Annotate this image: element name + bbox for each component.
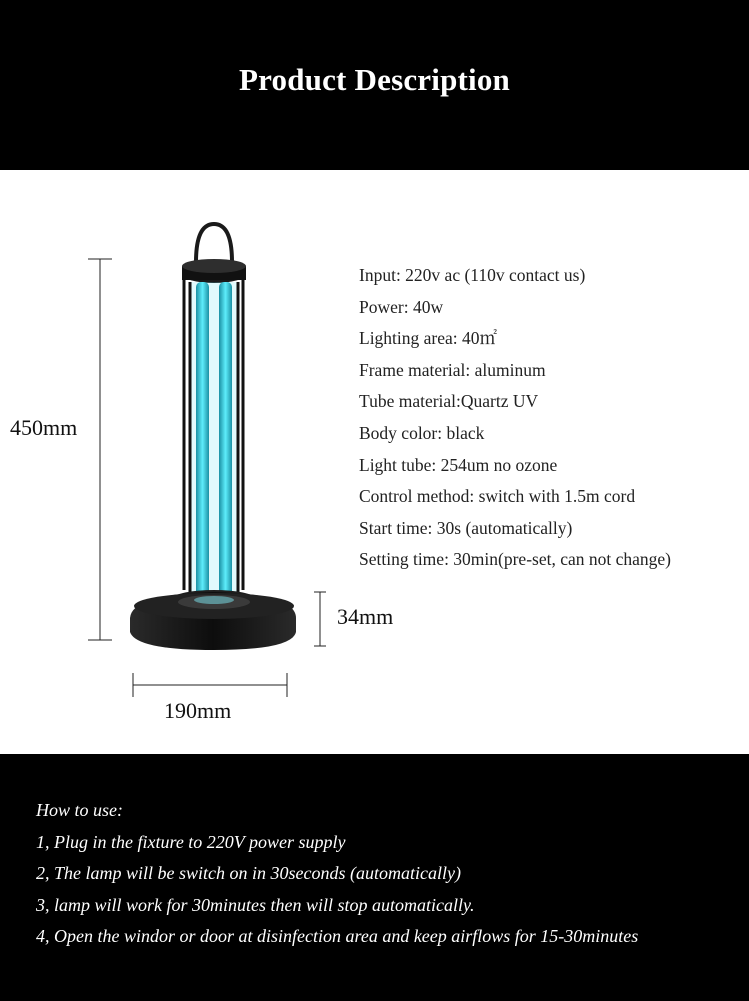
spec-body-color: Body color: black bbox=[359, 422, 485, 443]
spec-frame-material: Frame material: aluminum bbox=[359, 359, 546, 380]
product-section bbox=[0, 170, 749, 754]
how-to-step-2: 2, The lamp will be switch on in 30seconds (automatically) bbox=[36, 863, 461, 884]
width-label: 190mm bbox=[164, 698, 232, 723]
how-to-step-3: 3, lamp will work for 30minutes then will stop automatically. bbox=[36, 894, 475, 915]
spec-power: Power: 40w bbox=[359, 296, 444, 317]
how-to-use-title: How to use: bbox=[36, 800, 123, 820]
spec-list bbox=[359, 264, 671, 580]
spec-control-method: Control method: switch with 1.5m cord bbox=[359, 486, 636, 507]
height-label: 450mm bbox=[10, 415, 78, 440]
spec-start-time: Start time: 30s (automatically) bbox=[359, 517, 573, 538]
spec-lighting-area: Lighting area: 40㎡ bbox=[359, 328, 498, 349]
base-height-label: 34mm bbox=[337, 604, 394, 629]
width-dimension-line bbox=[133, 673, 287, 697]
how-to-step-4: 4, Open the windor or door at disinfection area and keep airflows for 15-30minutes bbox=[36, 926, 639, 947]
spec-light-tube: Light tube: 254um no ozone bbox=[359, 454, 558, 475]
lamp-handle bbox=[196, 224, 232, 262]
spec-input: Input: 220v ac (110v contact us) bbox=[359, 265, 586, 285]
spec-setting-time: Setting time: 30min(pre-set, can not change) bbox=[359, 549, 671, 570]
how-to-use-list bbox=[36, 798, 638, 956]
how-to-use-section bbox=[0, 754, 749, 1001]
height-dimension-line bbox=[88, 259, 112, 640]
base-height-dimension-line bbox=[314, 592, 326, 646]
uv-tubes bbox=[190, 282, 238, 600]
how-to-step-1: 1, Plug in the fixture to 220V power supply bbox=[36, 831, 346, 852]
lamp-base bbox=[130, 590, 296, 650]
spec-tube-material: Tube material:Quartz UV bbox=[359, 391, 539, 412]
header-banner bbox=[0, 0, 749, 170]
page-title: Product Description bbox=[238, 62, 510, 97]
